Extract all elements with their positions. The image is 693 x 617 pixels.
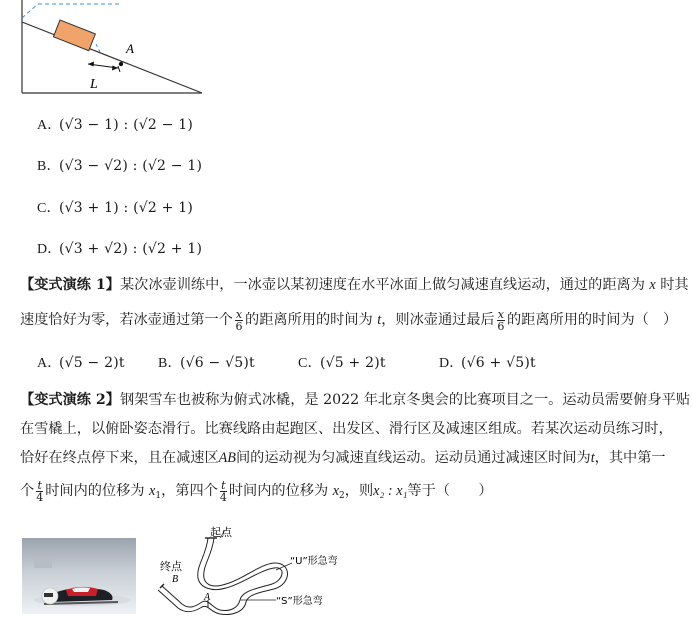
ex1-option-a[interactable]: A．(√5 − 2)t: [37, 355, 125, 371]
ex1-option-c[interactable]: C．(√5 + 2)t: [298, 355, 386, 371]
exercise-1-line-2: 速度恰好为零，若冰壶通过第一个 $\frac{x}{6}$ 的距离所用的时间为 t，则冰壶通过最后 $\frac{x}{6}$ 的距离所用的时间为（ ）: [20, 307, 678, 333]
label-l: L: [90, 77, 98, 92]
option-expr: (√3 − 1) : (√2 − 1): [59, 117, 193, 133]
option-letter: D．: [37, 242, 62, 257]
label-s-curve: “S”形急弯: [276, 596, 323, 607]
track-outer: [162, 538, 282, 611]
exercise-2-line-4: 个 $\frac{t}{4}$ 时间内的位移为 $x_1$，第四个 $\frac{t}{4}$ 时间内的位移为 $x_2$，则x₂ : x₁等于（ ）: [20, 478, 493, 504]
label-u-curve: “U”形急弯: [290, 556, 338, 567]
incline-figure: [14, 0, 209, 100]
fraction-x-6: $\frac{x}{6}$: [235, 307, 243, 333]
exercise-1-tag: 【变式演练 1】: [20, 277, 120, 293]
option-letter: B．: [37, 159, 61, 174]
track-figure: [150, 526, 350, 617]
option-expr: (√3 − √2) : (√2 − 1): [59, 158, 203, 174]
exercise-2-line-2: 在雪橇上，以俯卧姿态滑行。比赛线路由起跑区、出发区、滑行区及减速区组成。若某次运动员练习时，: [20, 421, 673, 437]
exercise-1: [20, 271, 689, 335]
option-expr: (√3 + 1) : (√2 + 1): [59, 200, 193, 216]
exercise-2-line-3: 恰好在终点停下来，且在减速区AB间的运动视为匀减速直线运动。运动员通过减速区时间为t，其中第一: [20, 450, 666, 466]
option-d[interactable]: [37, 238, 202, 258]
option-b[interactable]: [37, 155, 202, 175]
exercise-2-line-1: 【变式演练 2】钢架雪车也被称为俯式冰橇，是 2022 年北京冬奥会的比赛项目之一。运动员需要俯身平贴: [20, 392, 691, 408]
fraction-t-4: $\frac{t}{4}$: [219, 478, 227, 504]
label-start: 起点: [210, 526, 232, 539]
fraction-x-6: $\frac{x}{6}$: [497, 307, 505, 333]
label-end: 终点: [160, 560, 182, 573]
exercise-1-line-1: 【变式演练 1】某次冰壶训练中，一冰壶以某初速度在水平冰面上做匀减速直线运动，通过的距离为 x 时其: [20, 277, 689, 293]
fraction-t-4: $\frac{t}{4}$: [36, 478, 44, 504]
ex1-option-d[interactable]: D．(√6 + √5)t: [439, 355, 536, 371]
option-expr: (√3 + √2) : (√2 + 1): [59, 241, 203, 257]
label-b: B: [172, 574, 179, 585]
block: [53, 20, 95, 51]
point-a: [119, 62, 123, 66]
label-a: A: [126, 41, 134, 56]
label-track-a: A: [204, 592, 211, 603]
skeleton-sled-photo: [22, 538, 136, 614]
option-letter: C．: [37, 201, 61, 216]
ex1-option-b[interactable]: B．(√6 − √5)t: [158, 355, 255, 371]
exercise-2-tag: 【变式演练 2】: [20, 392, 120, 408]
exercise-2: [20, 386, 691, 511]
option-c[interactable]: [37, 197, 193, 217]
option-a[interactable]: [37, 114, 193, 134]
option-letter: A．: [37, 118, 62, 133]
